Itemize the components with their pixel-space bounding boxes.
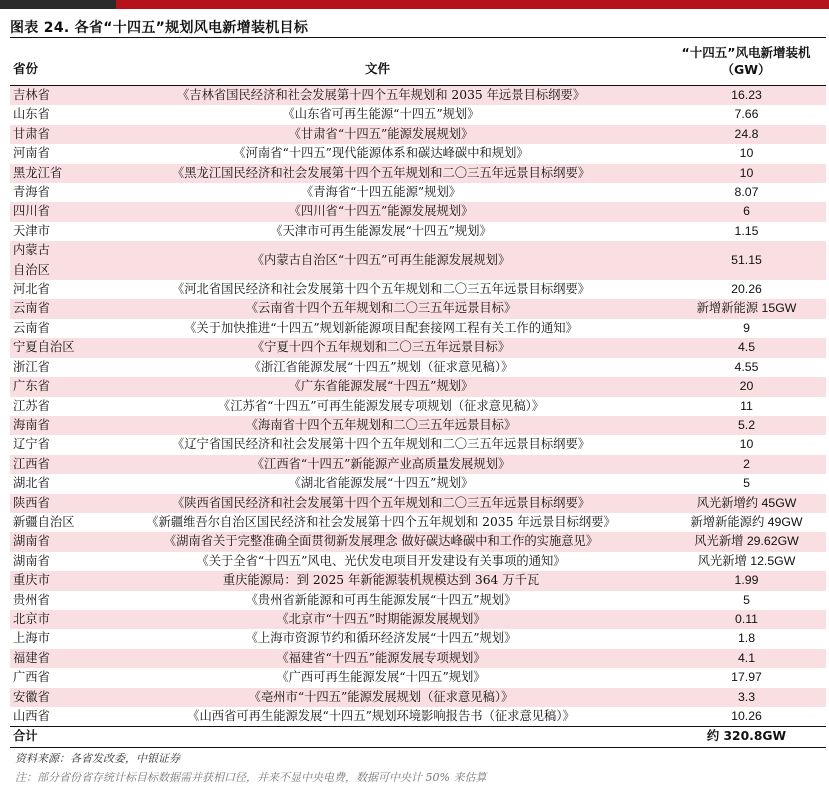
table-row (10, 552, 826, 571)
table-row (10, 435, 826, 454)
table-row (10, 668, 826, 687)
cell-province: 贵州省 (10, 591, 95, 610)
cell-document: 《海南省十四个五年规划和二〇三五年远景目标》 (95, 416, 667, 435)
cell-value: 9 (667, 319, 826, 338)
cell-document: 《浙江省能源发展“十四五”规划（征求意见稿）》 (95, 358, 667, 377)
table-row (10, 299, 826, 318)
cell-province: 湖南省 (10, 532, 95, 551)
cell-document: 《广西可再生能源发展“十四五”规划》 (95, 668, 667, 687)
table-row (10, 164, 826, 183)
cell-document: 《宁夏十四个五年规划和二〇三五年远景目标》 (95, 338, 667, 357)
source-note: 资料来源：各省发改委，中银证券 (15, 752, 180, 765)
cell-value: 4.1 (667, 649, 826, 668)
table-row (10, 649, 826, 668)
cell-value: 7.66 (667, 105, 826, 124)
table-row (10, 86, 826, 105)
cell-document: 《关于加快推进“十四五”规划新能源项目配套接网工程有关工作的通知》 (95, 319, 667, 338)
cell-document: 《上海市资源节约和循环经济发展“十四五”规划》 (95, 629, 667, 648)
cell-value: 新增新能源 15GW (667, 299, 826, 318)
cell-province: 山西省 (10, 707, 95, 727)
cell-value: 1.99 (667, 571, 826, 590)
cell-province: 江西省 (10, 455, 95, 474)
cell-province: 湖北省 (10, 474, 95, 493)
table-row (10, 280, 826, 299)
table-row (10, 319, 826, 338)
cell-province: 北京市 (10, 610, 95, 629)
cell-province: 湖南省 (10, 552, 95, 571)
cell-value: 0.11 (667, 610, 826, 629)
cell-document: 《甘肃省“十四五”能源发展规划》 (95, 125, 667, 144)
cell-document: 《山西省可再生能源发展“十四五”规划环境影响报告书（征求意见稿）》 (95, 707, 667, 727)
cell-document: 《北京市“十四五”时期能源发展规划》 (95, 610, 667, 629)
cell-province: 江苏省 (10, 397, 95, 416)
cell-document: 《山东省可再生能源“十四五”规划》 (95, 105, 667, 124)
table-row (10, 397, 826, 416)
cell-province: 新疆自治区 (10, 513, 95, 532)
table-row (10, 571, 826, 590)
table-row (10, 591, 826, 610)
cell-document: 《湖北省能源发展“十四五”规划》 (95, 474, 667, 493)
table-row (10, 610, 826, 629)
cell-province: 浙江省 (10, 358, 95, 377)
cell-value: 5 (667, 591, 826, 610)
cell-value: 风光新增 29.62GW (667, 532, 826, 551)
table-body (10, 86, 826, 747)
cell-value: 10.26 (667, 707, 826, 727)
cell-province: 陕西省 (10, 494, 95, 513)
table-header (10, 41, 826, 86)
cell-province: 广东省 (10, 377, 95, 396)
cell-province-line1: 内蒙古 (13, 243, 50, 258)
table-row (10, 144, 826, 163)
cell-document: 《内蒙古自治区“十四五”可再生能源发展规划》 (95, 241, 667, 280)
cell-province: 广西省 (10, 668, 95, 687)
cell-document: 《四川省“十四五”能源发展规划》 (95, 202, 667, 221)
cell-document: 《江苏省“十四五”可再生能源发展专项规划（征求意见稿）》 (95, 397, 667, 416)
cell-province: 宁夏自治区 (10, 338, 95, 357)
top-accent-dark (0, 0, 116, 9)
cell-value: 风光新增 12.5GW (667, 552, 826, 571)
table-row (10, 202, 826, 221)
cell-document: 《黑龙江国民经济和社会发展第十四个五年规划和二〇三五年远景目标纲要》 (95, 164, 667, 183)
cell-document: 重庆能源局：到 2025 年新能源装机规模达到 364 万千瓦 (95, 571, 667, 590)
cell-document: 《广东省能源发展“十四五”规划》 (95, 377, 667, 396)
cell-province: 重庆市 (10, 571, 95, 590)
cell-document: 《福建省“十四五”能源发展专项规划》 (95, 649, 667, 668)
table-row (10, 416, 826, 435)
cell-document: 《云南省十四个五年规划和二〇三五年远景目标》 (95, 299, 667, 318)
cell-province: 四川省 (10, 202, 95, 221)
header-target (666, 44, 826, 78)
top-accent-red (116, 0, 829, 9)
footnote: 注：部分省份省存统计标目标数据需并获相口径，并来不显中央电费，数据可中央计 50% 来估算 (15, 771, 487, 784)
cell-value: 20 (667, 377, 826, 396)
table-row (10, 377, 826, 396)
total-spacer (95, 727, 667, 747)
cell-value: 51.15 (667, 241, 826, 280)
table-row (10, 105, 826, 124)
cell-value: 16.23 (667, 86, 826, 105)
table-row (10, 629, 826, 648)
table-row (10, 338, 826, 357)
cell-value: 3.3 (667, 688, 826, 707)
table-row (10, 474, 826, 493)
table-row (10, 241, 826, 280)
cell-value: 10 (667, 144, 826, 163)
header-target-line1: “十四五”风电新增装机 (681, 45, 811, 60)
cell-value: 4.55 (667, 358, 826, 377)
cell-value: 2 (667, 455, 826, 474)
table-row (10, 222, 826, 241)
cell-value: 20.26 (667, 280, 826, 299)
top-accent-bar (0, 0, 829, 9)
table-row (10, 513, 826, 532)
cell-document: 《吉林省国民经济和社会发展第十四个五年规划和 2035 年远景目标纲要》 (95, 86, 667, 105)
cell-province: 河南省 (10, 144, 95, 163)
cell-province: 海南省 (10, 416, 95, 435)
cell-value: 5.2 (667, 416, 826, 435)
figure-title: 图表 24. 各省“十四五”规划风电新增装机目标 (10, 20, 309, 36)
cell-value: 5 (667, 474, 826, 493)
total-row (10, 727, 826, 747)
cell-value: 24.8 (667, 125, 826, 144)
total-label: 合计 (10, 727, 95, 747)
cell-document: 《关于全省“十四五”风电、光伏发电项目开发建设有关事项的通知》 (95, 552, 667, 571)
cell-document: 《辽宁省国民经济和社会发展第十四个五年规划和二〇三五年远景目标纲要》 (95, 435, 667, 454)
cell-document: 《亳州市“十四五”能源发展规划（征求意见稿）》 (95, 688, 667, 707)
cell-value: 11 (667, 397, 826, 416)
cell-province (10, 241, 95, 280)
cell-province: 河北省 (10, 280, 95, 299)
cell-province: 青海省 (10, 183, 95, 202)
cell-document: 《天津市可再生能源发展“十四五”规划》 (95, 222, 667, 241)
cell-value: 4.5 (667, 338, 826, 357)
cell-document: 《陕西省国民经济和社会发展第十四个五年规划和二〇三五年远景目标纲要》 (95, 494, 667, 513)
cell-value: 6 (667, 202, 826, 221)
cell-document: 《河南省“十四五”现代能源体系和碳达峰碳中和规划》 (95, 144, 667, 163)
table-row (10, 494, 826, 513)
header-document: 文件 (365, 61, 391, 76)
cell-value: 17.97 (667, 668, 826, 687)
cell-value: 10 (667, 164, 826, 183)
cell-province: 云南省 (10, 299, 95, 318)
cell-document: 《江西省“十四五”新能源产业高质量发展规划》 (95, 455, 667, 474)
cell-value: 8.07 (667, 183, 826, 202)
cell-province: 安徽省 (10, 688, 95, 707)
cell-province: 福建省 (10, 649, 95, 668)
header-target-line2: （GW） (721, 62, 771, 77)
total-value: 约 320.8GW (667, 727, 826, 747)
cell-value: 1.15 (667, 222, 826, 241)
table-row (10, 358, 826, 377)
table-row (10, 688, 826, 707)
cell-province: 上海市 (10, 629, 95, 648)
cell-document: 《青海省“十四五能源”规划》 (95, 183, 667, 202)
table-row (10, 183, 826, 202)
cell-document: 《湖南省关于完整准确全面贯彻新发展理念 做好碳达峰碳中和工作的实施意见》 (95, 532, 667, 551)
cell-province: 辽宁省 (10, 435, 95, 454)
cell-province: 云南省 (10, 319, 95, 338)
table-row (10, 707, 826, 727)
cell-province: 山东省 (10, 105, 95, 124)
cell-document: 《新疆维吾尔自治区国民经济和社会发展第十四个五年规划和 2035 年远景目标纲要》 (95, 513, 667, 532)
cell-province: 黑龙江省 (10, 164, 95, 183)
targets-table (10, 86, 826, 748)
table-row (10, 455, 826, 474)
cell-document: 《河北省国民经济和社会发展第十四个五年规划和二〇三五年远景目标纲要》 (95, 280, 667, 299)
title-rule (10, 37, 826, 38)
header-province: 省份 (13, 61, 39, 76)
cell-value: 1.8 (667, 629, 826, 648)
cell-province-line2: 自治区 (13, 262, 50, 277)
cell-document: 《贵州省新能源和可再生能源发展“十四五”规划》 (95, 591, 667, 610)
cell-province: 天津市 (10, 222, 95, 241)
cell-value: 新增新能源约 49GW (667, 513, 826, 532)
table-row (10, 125, 826, 144)
cell-province: 甘肃省 (10, 125, 95, 144)
cell-value: 风光新增约 45GW (667, 494, 826, 513)
cell-province: 吉林省 (10, 86, 95, 105)
cell-value: 10 (667, 435, 826, 454)
table-row (10, 532, 826, 551)
